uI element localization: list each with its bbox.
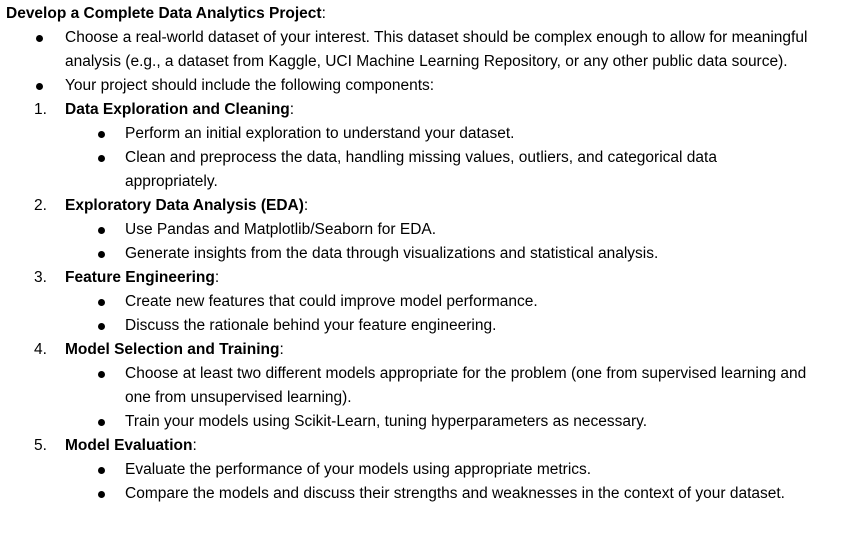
step-item	[6, 146, 841, 194]
step-data-exploration	[6, 98, 841, 194]
step-item	[6, 290, 841, 314]
step-colon: :	[192, 437, 197, 454]
step-item-text: Use Pandas and Matplotlib/Seaborn for EDA.	[125, 221, 437, 238]
step-item	[6, 482, 841, 506]
step-eda	[6, 194, 841, 266]
step-number: 2.	[34, 197, 47, 214]
step-item-text: Perform an initial exploration to understand your dataset.	[125, 125, 515, 142]
bullet-icon	[98, 371, 105, 378]
step-item	[6, 218, 841, 242]
intro-bullet-list	[6, 26, 841, 98]
step-colon: :	[214, 269, 220, 286]
step-item	[6, 410, 841, 434]
step-heading	[6, 434, 841, 458]
step-items	[6, 362, 841, 434]
step-item	[6, 362, 841, 410]
step-item-text: Evaluate the performance of your models using appropriate metrics.	[125, 461, 592, 478]
step-items	[6, 290, 841, 338]
bullet-icon	[36, 83, 43, 90]
step-heading	[6, 194, 841, 218]
step-title: Model Selection and Training	[65, 341, 280, 358]
step-number: 5.	[34, 437, 47, 454]
step-items	[6, 218, 841, 266]
heading-title: Develop a Complete Data Analytics Project	[6, 5, 322, 22]
step-feature-engineering	[6, 266, 841, 338]
step-item-text: Create new features that could improve model performance.	[125, 293, 538, 310]
bullet-icon	[98, 491, 105, 498]
document-heading	[6, 2, 841, 26]
step-number: 1.	[34, 101, 47, 118]
step-title: Data Exploration and Cleaning	[65, 101, 290, 118]
step-item	[6, 122, 841, 146]
step-items	[6, 122, 841, 194]
step-heading	[6, 338, 841, 362]
step-item	[6, 314, 841, 338]
step-number: 3.	[34, 269, 47, 286]
bullet-icon	[98, 131, 105, 138]
bullet-icon	[98, 323, 105, 330]
step-number: 4.	[34, 341, 47, 358]
bullet-icon	[98, 419, 105, 426]
step-model-evaluation	[6, 434, 841, 506]
step-item-text: Choose at least two different models appropriate for the problem (one from supervised learning and one from unsupervised learning).	[125, 365, 807, 406]
document-body	[6, 2, 841, 506]
bullet-icon	[98, 155, 105, 162]
intro-bullet-item	[6, 74, 841, 98]
bullet-icon	[98, 467, 105, 474]
step-items	[6, 458, 841, 506]
step-heading	[6, 266, 841, 290]
intro-bullet-text: Choose a real-world dataset of your interest. This dataset should be complex enough to allow for meaningful analysis (e.g., a dataset from Kaggle, UCI Machine Learning Repository, or any other public data source).	[65, 29, 808, 70]
bullet-icon	[98, 227, 105, 234]
intro-bullet-item	[6, 26, 841, 74]
step-colon: :	[279, 341, 284, 358]
step-title: Feature Engineering	[65, 269, 215, 286]
step-item-text: Discuss the rationale behind your feature engineering.	[125, 317, 497, 334]
step-item-text: Generate insights from the data through visualizations and statistical analysis.	[125, 245, 659, 262]
step-item-text: Train your models using Scikit-Learn, tuning hyperparameters as necessary.	[125, 413, 648, 430]
step-title: Model Evaluation	[65, 437, 193, 454]
intro-bullet-text: Your project should include the following components:	[65, 77, 435, 94]
step-item-text: Clean and preprocess the data, handling missing values, outliers, and categorical data appropriately.	[125, 149, 717, 190]
step-model-selection	[6, 338, 841, 434]
step-title: Exploratory Data Analysis (EDA)	[65, 197, 304, 214]
heading-colon: :	[321, 5, 326, 22]
step-item	[6, 242, 841, 266]
bullet-icon	[98, 251, 105, 258]
step-heading	[6, 98, 841, 122]
step-colon: :	[289, 101, 295, 118]
step-item-text: Compare the models and discuss their strengths and weaknesses in the context of your dataset.	[125, 485, 785, 502]
step-colon: :	[303, 197, 309, 214]
bullet-icon	[98, 299, 105, 306]
step-item	[6, 458, 841, 482]
project-steps-list	[6, 98, 841, 506]
bullet-icon	[36, 35, 43, 42]
